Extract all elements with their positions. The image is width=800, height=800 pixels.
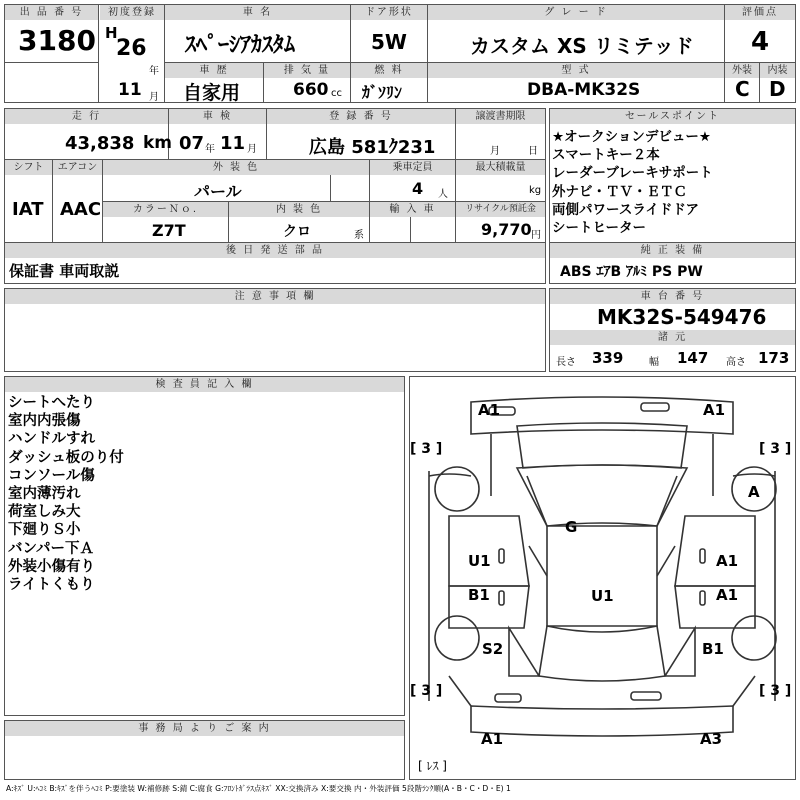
sales-point-3: レーダーブレーキサポート: [552, 165, 713, 182]
model-code: DBA-MK32S: [527, 80, 641, 100]
capacity-label: 乗車定員: [370, 160, 455, 175]
legend: A:ｷｽﾞ U:ﾍｺﾐ B:ｷｽﾞを伴うﾍｺﾐ P:要塗装 W:補修跡 S:錆 C:腐食 G:ﾌﾛﾝﾄｶﾞﾗｽ点ｷｽﾞ XX:交換済み X:要交換 内・外装評価 5段階ﾗﾝｸ順(A・B・C・D・E) 1: [6, 784, 511, 793]
reg-year: 26: [116, 36, 147, 61]
inspector-item-9: バンパー下Ａ: [8, 540, 94, 557]
era: H: [105, 24, 118, 42]
inspector-item-6: 室内薄汚れ: [8, 486, 81, 503]
inspection-label: 車 検: [169, 109, 266, 124]
shift-label: シフト: [5, 160, 52, 175]
dmg-side-left-bottom: [ 3 ]: [410, 683, 443, 699]
width: 147: [677, 349, 709, 367]
displacement-unit: cc: [331, 88, 342, 99]
width-label: 幅: [649, 357, 659, 368]
maxload-unit: kg: [529, 185, 542, 196]
dmg-side-right-bottom: [ 3 ]: [759, 683, 792, 699]
car-outline: [409, 376, 796, 780]
color-no-label: カラーＮｏ.: [103, 202, 228, 217]
recycle-fee: 9,770: [481, 220, 532, 239]
dmg-side-right-top: [ 3 ]: [759, 441, 792, 457]
inspector-item-7: 荷室しみ大: [8, 504, 81, 521]
ac-label: エアコン: [53, 160, 102, 175]
dmg-front-door-right: A1: [716, 552, 739, 570]
dmg-front-door-left: U1: [468, 552, 491, 570]
score: 4: [751, 27, 770, 57]
sales-point-2: スマートキー２本: [552, 147, 660, 164]
dmg-front-right: A1: [703, 401, 726, 419]
length: 339: [592, 349, 624, 367]
dmg-wheel-front-right: A: [748, 483, 760, 501]
ext-color-label: 外 装 色: [103, 160, 369, 175]
chassis-label: 車 台 番 号: [550, 289, 795, 304]
dmg-front-left: A1: [478, 401, 501, 419]
transfer-label: 譲渡書期限: [456, 109, 545, 124]
mileage-label: 走 行: [5, 109, 168, 124]
reg-month-unit: 月: [149, 92, 159, 103]
equipment: ABS ｴｱB ｱﾙﾐ PS PW: [560, 264, 703, 280]
inspector-item-1: シートへたり: [8, 395, 95, 411]
later-parts: 保証書 車両取説: [9, 262, 120, 280]
color-no: Z7T: [152, 221, 186, 240]
notes-label: 注 意 事 項 欄: [5, 289, 545, 304]
spare-tire: [ ﾚｽ ]: [418, 759, 447, 773]
grade: カスタム XS リミテッド: [470, 34, 694, 58]
int-color: クロ: [283, 224, 311, 240]
interior-grade: D: [769, 77, 786, 101]
dmg-rear-door-left: B1: [468, 586, 490, 604]
lot-no: 3180: [18, 24, 96, 57]
inspector-list: [8, 394, 124, 594]
shift: IAT: [12, 199, 44, 220]
sales-point-5: 両側パワースライドドア: [552, 201, 700, 218]
exterior-label: 外装: [725, 63, 759, 78]
displacement-label: 排 気 量: [264, 63, 350, 78]
door-type: 5W: [371, 30, 407, 54]
dmg-floor: U1: [591, 587, 614, 605]
height-label: 高さ: [726, 357, 746, 368]
office-label: 事 務 局 よ り ご 案 内: [5, 721, 404, 736]
capacity-unit: 人: [438, 189, 448, 200]
reg-year-unit: 年: [149, 66, 159, 77]
inspection-month: 11: [220, 133, 246, 154]
fuel: ｶﾞｿﾘﾝ: [362, 83, 403, 102]
score-label: 評価点: [725, 5, 795, 20]
dmg-rear-right: A3: [700, 730, 723, 748]
inspector-item-11: ライトくもり: [8, 577, 95, 594]
history-label: 車 歴: [165, 63, 263, 78]
interior-label: 内装: [760, 63, 795, 78]
import-label: 輸 入 車: [370, 202, 455, 217]
first-reg-label: 初度登録: [100, 5, 164, 20]
car-name: ｽﾍﾟｰｼｱｶｽﾀﾑ: [185, 33, 296, 58]
ext-color: パール: [194, 182, 242, 201]
length-label: 長さ: [556, 357, 576, 368]
mileage-unit: km: [143, 133, 173, 153]
dmg-rear-door-right: A1: [716, 586, 739, 604]
recycle-label: リサイクル預託金: [456, 202, 545, 217]
sales-point-4: 外ナビ・ＴＶ・ＥＴＣ: [552, 183, 687, 200]
dmg-roof: G: [565, 518, 578, 536]
inspector-item-10: 外装小傷有り: [8, 558, 95, 575]
height: 173: [758, 349, 790, 367]
aircon: AAC: [60, 199, 102, 220]
inspector-item-3: ハンドルすれ: [8, 431, 95, 448]
inspection-month-unit: 月: [247, 144, 257, 155]
int-color-label: 内 装 色: [229, 202, 369, 217]
mileage: 43,838: [65, 133, 135, 154]
inspection-year-unit: 年: [205, 144, 215, 155]
sales-points-list: [552, 128, 713, 237]
dmg-rear-right-qtr: B1: [702, 640, 724, 658]
sales-points-label: セールスポイント: [550, 109, 795, 124]
dmg-rear-left-qtr: S2: [482, 640, 504, 658]
plate-number: 広島 581ｸ231: [309, 137, 436, 158]
exterior-grade: C: [735, 77, 750, 101]
dmg-rear-left: A1: [481, 730, 504, 748]
inspector-item-5: コンソール傷: [8, 467, 95, 484]
model-code-label: 型 式: [428, 63, 724, 78]
history: 自家用: [183, 82, 241, 104]
dmg-side-left-top: [ 3 ]: [410, 441, 443, 457]
inspector-label: 検 査 員 記 入 欄: [5, 377, 404, 392]
reg-month: 11: [118, 80, 142, 100]
lot-no-label: 出 品 番 号: [5, 5, 98, 20]
inspection-year: 07: [179, 133, 205, 154]
equipment-label: 純 正 装 備: [550, 243, 795, 258]
later-parts-label: 後 日 発 送 部 品: [5, 243, 545, 258]
int-color-unit: 系: [354, 230, 364, 241]
grade-label: グ レ ー ド: [428, 5, 724, 20]
sales-point-6: シートヒーター: [552, 220, 646, 237]
inspector-item-4: ダッシュ板のり付: [8, 449, 124, 466]
plate-label: 登 録 番 号: [267, 109, 455, 124]
maxload-label: 最大積載量: [456, 160, 545, 175]
chassis-number: MK32S-549476: [597, 305, 767, 329]
recycle-unit: 円: [531, 230, 541, 241]
transfer-day: 日: [528, 146, 538, 157]
fuel-label: 燃 料: [351, 63, 427, 78]
transfer-month: 月: [490, 146, 500, 157]
car-name-label: 車 名: [165, 5, 350, 20]
inspector-item-8: 下廻りＳ小: [8, 522, 81, 539]
sales-point-1: ★オークションデビュー★: [552, 129, 711, 145]
capacity: 4: [412, 179, 424, 198]
door-label: ドア形状: [351, 5, 427, 20]
inspector-item-2: 室内内張傷: [8, 413, 81, 430]
displacement: 660: [293, 80, 329, 100]
specs-label: 諸 元: [550, 330, 795, 345]
